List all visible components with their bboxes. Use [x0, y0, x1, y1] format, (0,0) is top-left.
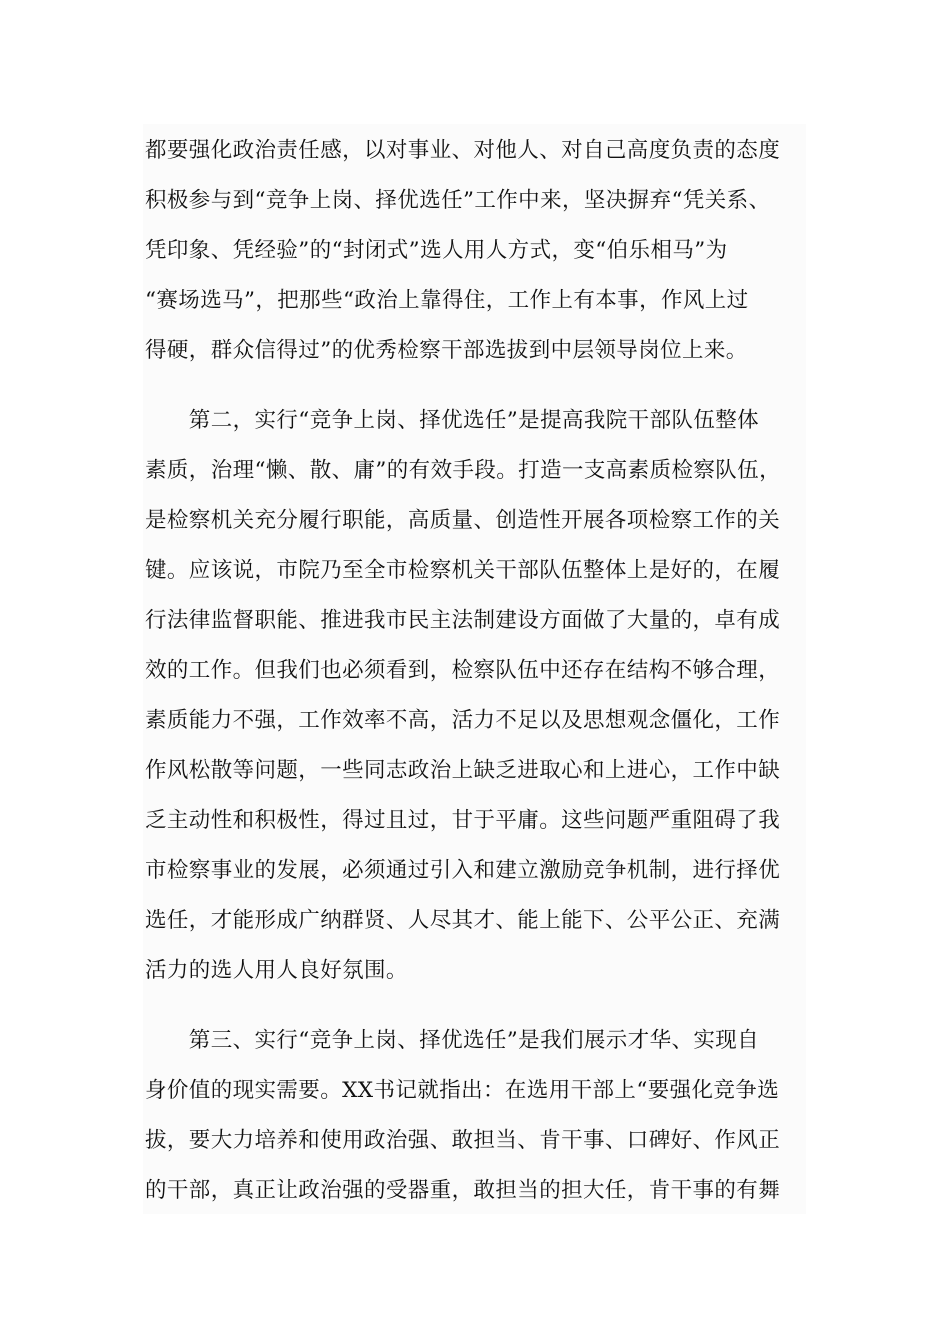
text-line: 凭印象、凭经验”的“封闭式”选人用人方式，变“伯乐相马”为 [145, 238, 728, 263]
text-line: 选任，才能形成广纳群贤、人尽其才、能上能下、公平公正、充满 [145, 908, 781, 933]
text-line: 素质能力不强，工作效率不高，活力不足以及思想观念僵化，工作 [145, 708, 781, 733]
paragraph-start-line: 第二，实行“竞争上岗、择优选任”是提高我院干部队伍整体 [145, 408, 760, 433]
text-line: 效的工作。但我们也必须看到，检察队伍中还存在结构不够合理， [145, 658, 781, 683]
text-line: 的干部，真正让政治强的受器重，敢担当的担大任，肯干事的有舞 [145, 1178, 781, 1203]
text-line: 行法律监督职能、推进我市民主法制建设方面做了大量的，卓有成 [145, 608, 781, 633]
text-line: 都要强化政治责任感，以对事业、对他人、对自己高度负责的态度 [145, 138, 781, 163]
text-line: 身价值的现实需要。XX书记就指出：在选用干部上“要强化竞争选 [145, 1078, 780, 1103]
text-line: 是检察机关充分履行职能，高质量、创造性开展各项检察工作的关 [145, 508, 781, 533]
text-line: 积极参与到“竞争上岗、择优选任”工作中来，坚决摒弃“凭关系、 [145, 188, 771, 213]
text-line: 市检察事业的发展，必须通过引入和建立激励竞争机制，进行择优 [145, 858, 781, 883]
text-line: 键。应该说，市院乃至全市检察机关干部队伍整体上是好的，在履 [145, 558, 781, 583]
text-line: “赛场选马”，把那些“政治上靠得住，工作上有本事，作风上过 [145, 288, 749, 313]
text-line: 作风松散等问题，一些同志政治上缺乏进取心和上进心，工作中缺 [145, 758, 781, 783]
text-line: 活力的选人用人良好氛围。 [145, 958, 408, 983]
text-line: 素质，治理“懒、散、庸”的有效手段。打造一支高素质检察队伍， [145, 458, 781, 483]
text-line: 得硬，群众信得过”的优秀检察干部选拔到中层领导岗位上来。 [145, 338, 748, 363]
text-line: 拔，要大力培养和使用政治强、敢担当、肯干事、口碑好、作风正 [145, 1128, 781, 1153]
text-line: 乏主动性和积极性，得过且过，甘于平庸。这些问题严重阻碍了我 [145, 808, 781, 833]
paragraph-start-line: 第三、实行“竞争上岗、择优选任”是我们展示才华、实现自 [145, 1028, 760, 1053]
